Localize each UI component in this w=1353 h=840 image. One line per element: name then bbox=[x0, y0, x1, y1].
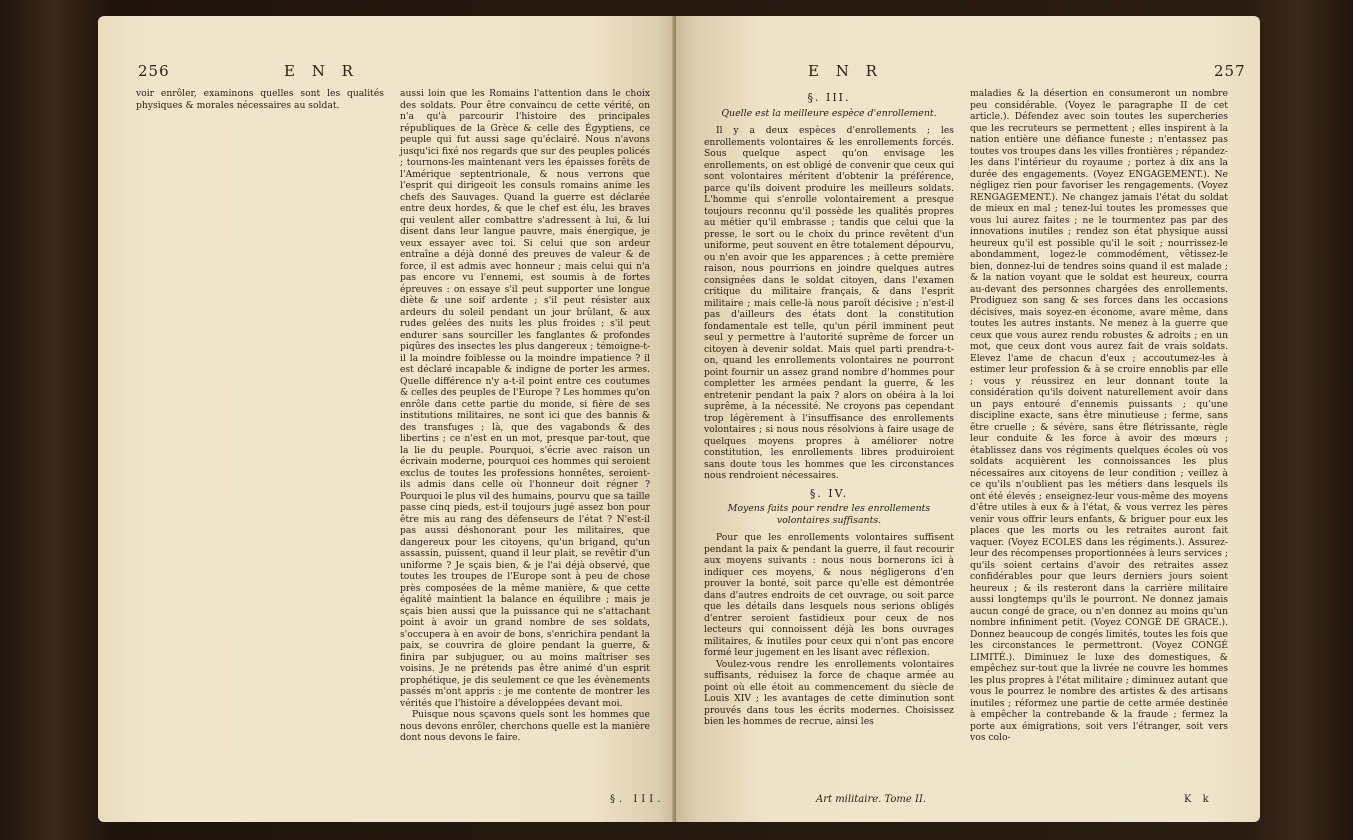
right-column-1 bbox=[704, 86, 954, 728]
running-header-right: E N R bbox=[808, 62, 883, 80]
footer-title: Art militaire. Tome II. bbox=[816, 794, 927, 805]
section-subtitle: Quelle est la meilleure espèce d'enrollement. bbox=[721, 107, 937, 119]
section-subtitle: Moyens faits pour rendre les enrollements volontaires suffisants. bbox=[727, 503, 931, 526]
page-number-left: 256 bbox=[138, 62, 170, 80]
page-number-right: 257 bbox=[1214, 62, 1246, 80]
right-page bbox=[676, 16, 1260, 822]
paragraph: aussi loin que les Romains l'attention dans le choix des soldats. Pour être convaincu de cette vérité, on n'a qu'à parcourir l'histoire des principales républiques de la Grèce & celle des Égyptiens, ce peuple qui fut aussi sage qu'éclairé. Nous n'avons jusqu'ici fixé nos regards que sur des peuples policés ; tournons-les maintenant vers les épaisses forêts de l'Amérique septentrionale, & nous verrons que l'esprit qui dirigeoit les consuls romains anime les chefs des Sauvages. Quand la guerre est déclarée entre deux hordes, & que le chef est élu, les braves qui veulent aller combattre s'adressent à lui, & lui disent dans leur langue pauvre, mais énergique, je veux essayer avec toi. Si celui que son ardeur entraîne a déjà donné des preuves de valeur & de force, il est admis avec honneur ; mais celui qui n'a pas encore vu l'ennemi, est soumis à de fortes épreuves : on essaye s'il peut supporter une longue diète & une soif ardente ; s'il peut résister aux ardeurs du soleil pendant un jour brûlant, & aux rudes gelées des nuits les plus froides ; s'il peut endurer sans sourciller les fanglantes & profondes piqûres des insectes les plus dangereux ; témoigne-t-il la moindre foiblesse ou la moindre impatience ? il est déclaré incapable & indigne de porter les armes. Quelle différence n'y a-t-il point entre ces coutumes & celles des peuples de l'Europe ? Les hommes qu'on enrôle dans cette partie du monde, si fière de ses institutions militaires, ne sont ici que des bannis & des transfuges ; là, que des vagabonds & des libertins ; ce n'est en un mot, presque par-tout, que la lie du peuple. Pourquoi, s'écrie avec raison un écrivain moderne, pourquoi ces hommes qui seroient exclus de toutes les professions honnêtes, seroient-ils admis dans celle où l'honneur doit régner ? Pourquoi le plus vil des humains, pourvu que sa taille passe cinq pieds, est-il toujours jugé assez bon pour être mis au rang des défenseurs de l'état ? N'est-il pas aussi déshonorant pour les militaires, que dangereux pour les citoyens, qu'un brigand, qu'un assassin, puissent, quand il leur plait, se revêtir d'un uniforme ? Je sçais bien, & je l'ai déjà observé, que toutes les troupes de l'Europe sont à peu de chose près composées de la même manière, & que cette égalité maintient la balance en équilibre ; mais je sçais bien aussi que la puissance qui ne s'attachant point à avoir un grand nombre de ses soldats, s'occupera à en avoir de bons, s'enrichira pendant la paix, se couvrira de gloire pendant la guerre, & finira par subjuguer, ou au moins maîtriser ses voisins. Je ne prétends pas être animé d'un esprit prophétique, je dis seulement ce que les évènements passés m'ont appris : je me contente de montrer les vérités que l'histoire a développées devant moi. bbox=[400, 88, 650, 709]
paragraph: voir enrôler, examinons quelles sont les qualités physiques & morales nécessaires au soldat. bbox=[136, 88, 384, 111]
right-column-2 bbox=[970, 88, 1228, 744]
running-header-left: E N R bbox=[284, 62, 359, 80]
paragraph: Il y a deux espèces d'enrollements ; les enrollements volontaires & les enrollements forcés. Sous quelque aspect qu'on envisage les enrollements, on est obligé de convenir que ceux qui sont volontaires méritent d'obtenir la préférence, parce qu'ils doivent produire les meilleurs soldats. L'homme qui s'enrolle volontairement a presque toujours reconnu qu'il possède les qualités propres au métier qu'il embrasse ; tandis que celui que la presse, le sort ou le choix du prince revêtent d'un uniforme, peut souvent en être totalement dépourvu, ou n'en avoir que les apparences ; à cette première raison, nous pourrions en joindre quelques autres consignées dans le soldat citoyen, dans l'examen critique du militaire français, & dans l'esprit militaire ; mais celle-là nous paroît décisive ; n'est-il pas d'ailleurs des états dont la constitution fondamentale est telle, qu'un péril imminent peut seul y permettre à l'autorité suprême de forcer un citoyen à devenir soldat. Mais quel parti prendra-t-on, quand les enrollements volontaires ne pourront point fournir un assez grand nombre d'hommes pour completter les armées pendant la guerre, & les entretenir pendant la paix ? alors on obéira à la loi suprême, à la nécessité. Ne croyons pas cependant trop légèrement à l'insuffisance des enrollements volontaires ; si nous nous résolvions à faire usage de quelques moyens propres à améliorer notre constitution, les enrollements libres produiroient sans doute tous les hommes que les circonstances nous rendroient nécessaires. bbox=[704, 125, 954, 481]
left-column-1 bbox=[136, 88, 384, 111]
left-page bbox=[98, 16, 676, 822]
section-heading: §. IV. bbox=[809, 486, 849, 500]
section-heading: §. III. bbox=[807, 91, 851, 104]
signature-mark: K k bbox=[1184, 794, 1213, 805]
paragraph: Pour que les enrollements volontaires suffisent pendant la paix & pendant la guerre, il faut recourir aux moyens suivants : nous nous bornerons ici à indiquer ces moyens, & nous négligerons d'en prouver la bonté, soit parce qu'elle est démontrée dans d'autres endroits de cet ouvrage, ou soit parce que les détails dans lesquels nous serions obligés d'entrer seroient fastidieux pour ceux de nos lecteurs qui connoissent déjà les bons ouvrages militaires, & inutiles pour ceux qui n'ont pas encore formé leur jugement en les lisant avec réflexion. bbox=[704, 532, 954, 658]
paragraph: Voulez-vous rendre les enrollements volontaires suffisants, réduisez la force de chaque armée au point où elle étoit au commencement du siècle de Louis XIV ; les avantages de cette diminution sont prouvés dans tous les écrits modernes. Choisissez bien les hommes de recrue, ainsi les bbox=[704, 658, 954, 727]
paragraph: maladies & la désertion en consumeront un nombre peu considérable. (Voyez le paragraphe II de cet article.). Défendez avec soin toutes les supercheries que les recruteurs se permettent ; elles inspirent à la nation entière une défiance funeste ; n'entassez pas toutes vos troupes dans les villes frontières ; répandez-les dans l'intérieur du royaume ; portez à dix ans la durée des engagements. (Voyez ENGAGEMENT.). Ne négligez rien pour favoriser les rengagements. (Voyez RENGAGEMENT.). Ne changez jamais l'état du soldat de mieux en mal ; tenez-lui toutes les promesses que vous lui aurez faites ; ne le tourmentez pas par des innovations inutiles ; rendez son état physique aussi heureux qu'il est possible qu'il le soit ; nourrissez-le abondamment, logez-le commodément, vêtissez-le bien, donnez-lui de tendres soins quand il est malade ; & la nation voyant que le soldat est heureux, courra au-devant des personnes chargées des enrollements. Prodiguez son sang & ses forces dans les occasions décisives, mais soyez-en économe, avare même, dans toutes les autres instants. Ne menez à la guerre que ceux que vous aurez rendu robustes & adroits ; en un mot, que ceux dont vous aurez fait de vrais soldats. Elevez l'ame de chacun d'eux ; accoutumez-les à estimer leur profession & à se croire ennoblis par elle ; vous y réussirez en leur donnant toute la considération qu'ils doivent naturellement avoir dans un pays entouré d'ennemis puissants ; qu'une discipline exacte, sans être minutieuse ; ferme, sans être cruelle ; & sévère, sans être flétrissante, règle leur conduite & les force à avoir des mœurs ; établissez dans vos régiments quelques écoles où vos soldats acquièrent les connoissances les plus nécessaires aux citoyens de leur condition ; veillez à ce qu'ils n'oublient pas les métiers dans lesquels ils ont été élevés ; enseignez-leur vous-même des moyens d'être utiles à eux & à l'état, & vous verrez les pères venir vous offrir leurs enfants, & briguer pour eux les places que les morts ou les retraites auront fait vaquer. (Voyez ECOLES dans les régiments.). Assurez-leur des récompenses proportionnées à leurs services ; qu'ils soient certains d'avoir des retraites assez confidérables pour que leurs derniers jours soient heureux ; & ils resteront dans la carrière militaire aussi longtemps qu'ils le pourront. Ne donnez jamais aucun congé de grace, ou n'en donnez au moins qu'un nombre infiniment petit. (Voyez CONGÉ DE GRACE.). Donnez beaucoup de congés limités, toutes les fois que les circonstances le permettront. (Voyez CONGÉ LIMITÉ.). Diminuez le luxe des domestiques, & empêchez sur-tout que la livrée ne couvre les hommes les plus propres à l'état militaire ; diminuez autant que vous le pourrez le nombre des artistes & des artisans inutiles ; réformez une partie de cette armée destinée à empêcher la contrebande & la fraude ; fermez la porte aux émigrations, soit vers l'étranger, soit vers vos colo- bbox=[970, 88, 1228, 743]
left-column-2 bbox=[400, 88, 650, 744]
paragraph: Puisque nous sçavons quels sont les hommes que nous devons enrôler, cherchons quelle est la manière dont nous devons le faire. bbox=[400, 709, 650, 743]
catchword-left: §. III. bbox=[610, 794, 665, 805]
